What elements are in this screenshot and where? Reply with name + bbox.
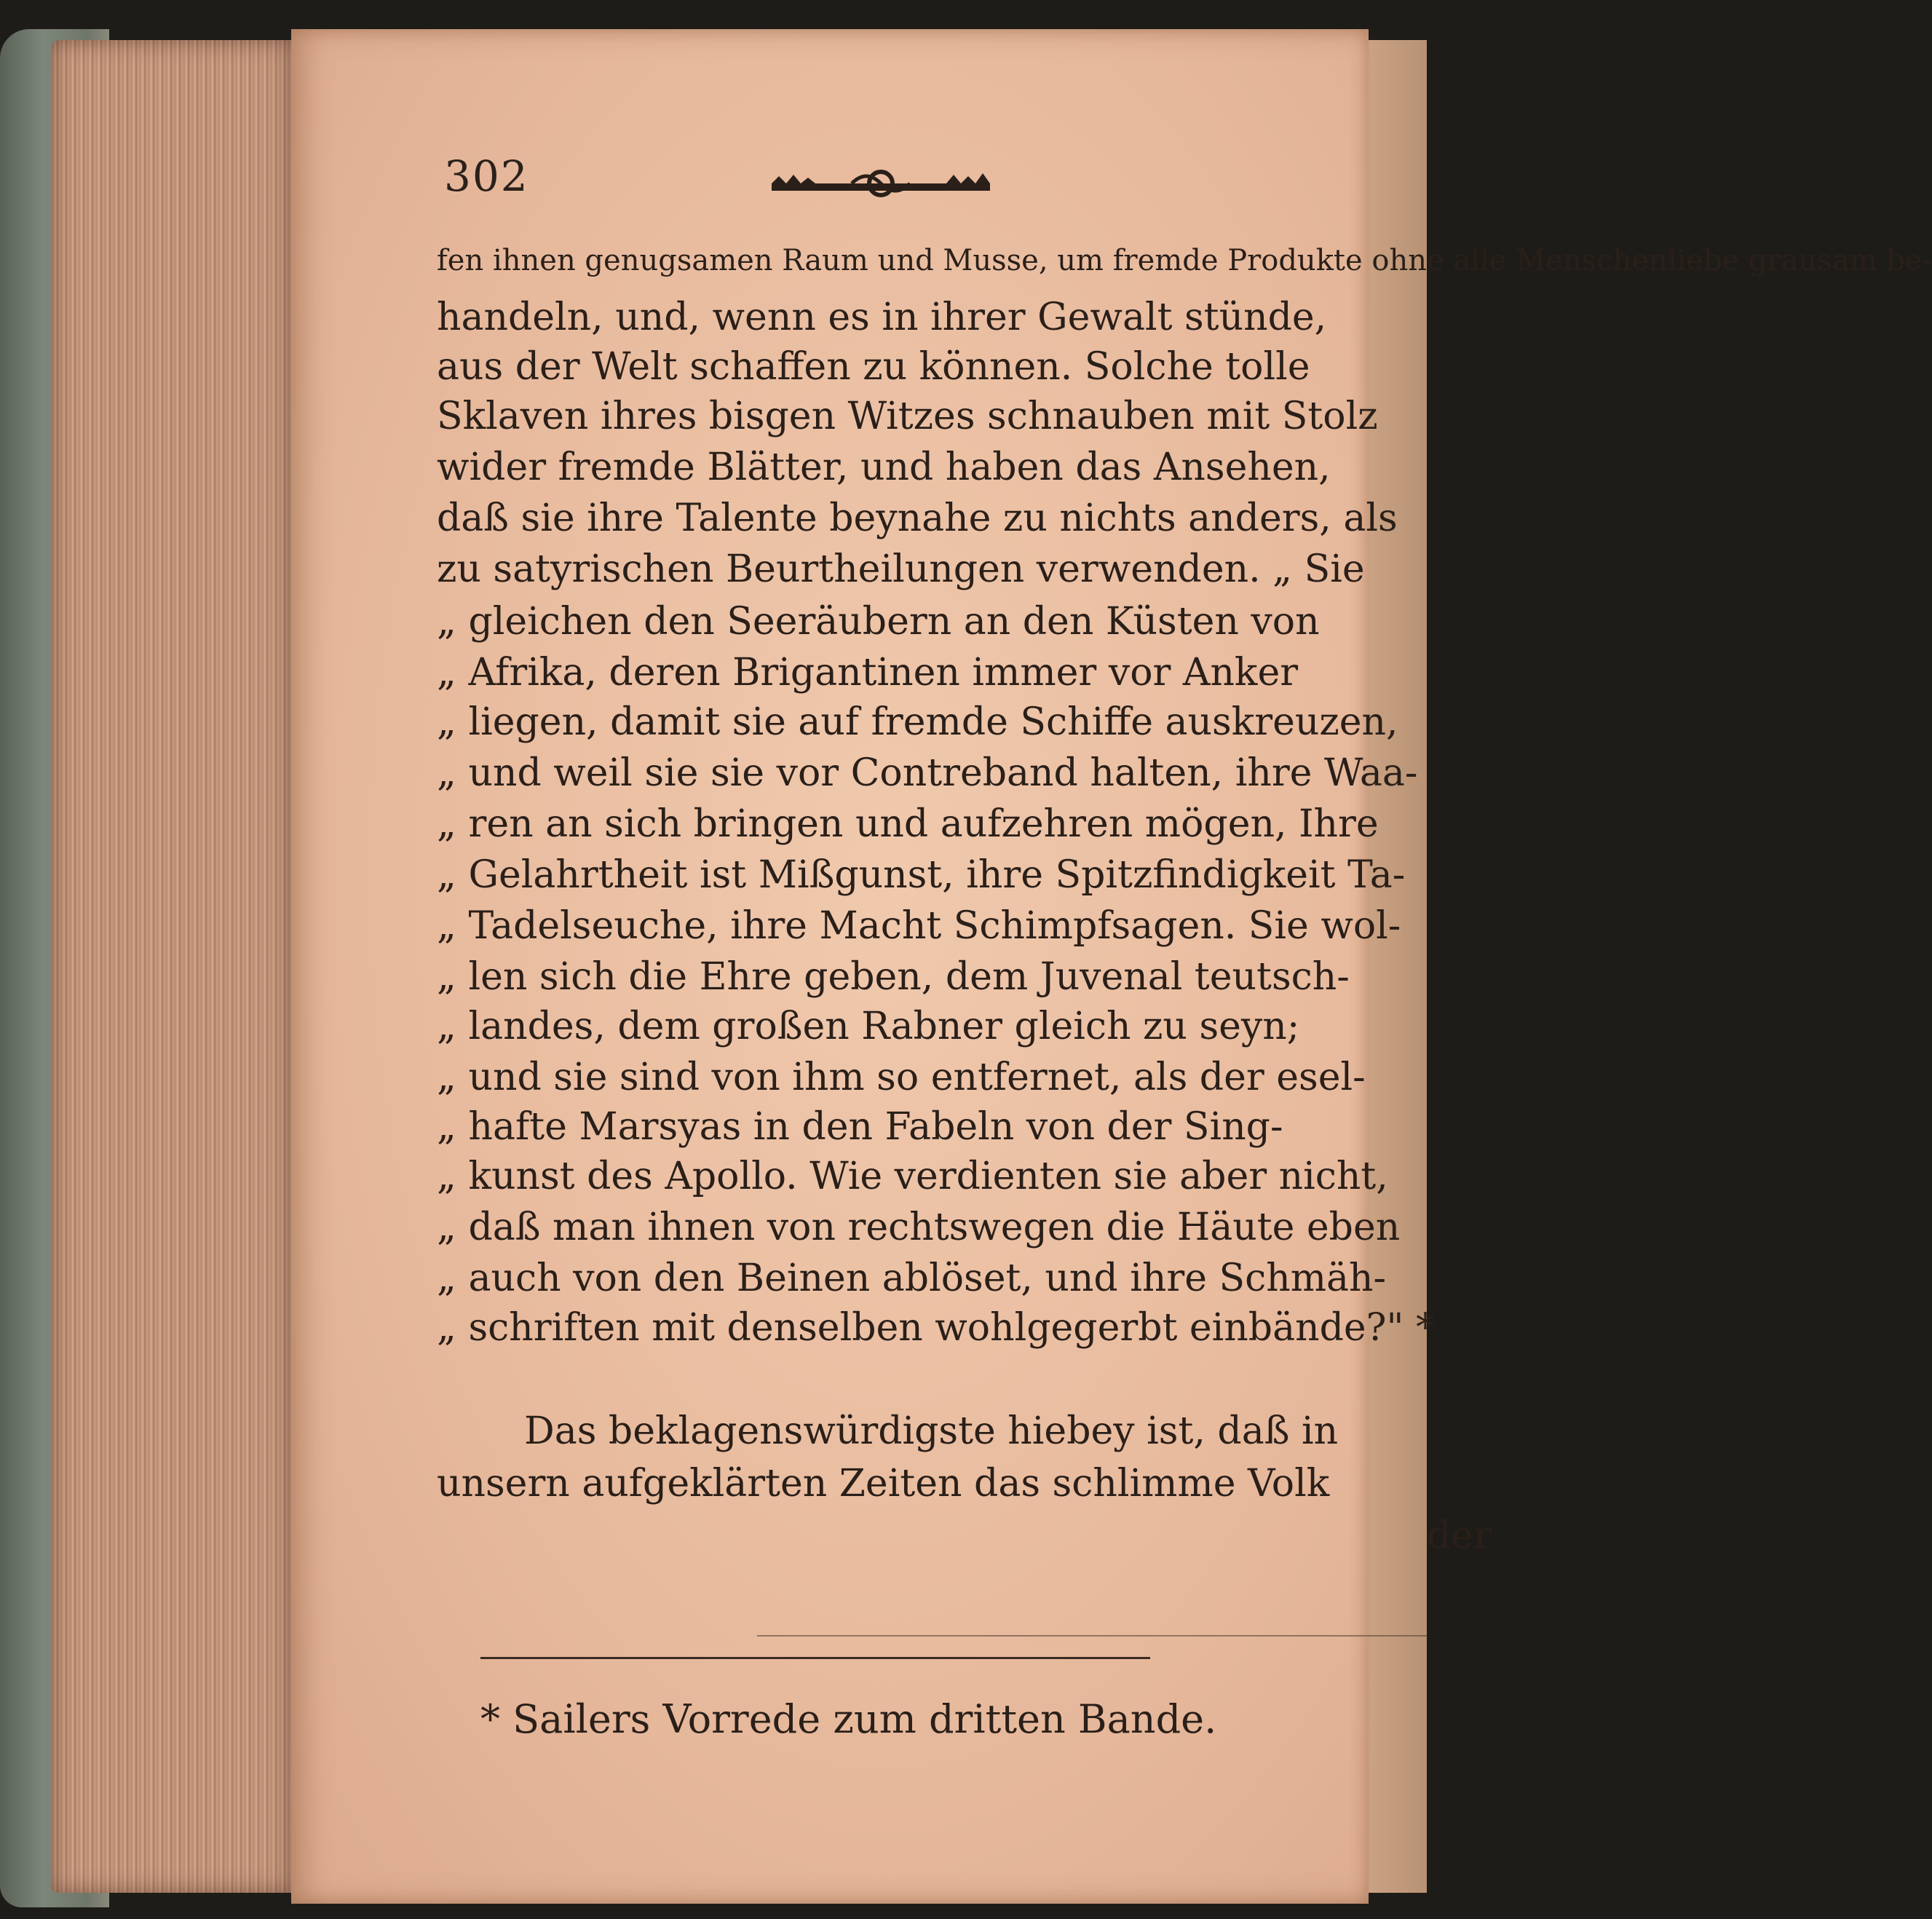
text-line: „ daß man ihnen von rechtswegen die Häute eben (437, 1206, 1401, 1249)
text-line: „ Tadelseuche, ihre Macht Schimpfsagen. Sie wol- (437, 904, 1401, 948)
text-line: „ gleichen den Seeräubern an den Küsten von (437, 600, 1320, 644)
text-line: „ kunst des Apollo. Wie verdienten sie aber nicht, (437, 1155, 1388, 1198)
text-line: „ Gelahrtheit ist Mißgunst, ihre Spitzfindigkeit Ta- (437, 853, 1406, 897)
text-line: zu satyrischen Beurtheilungen verwenden. „ Sie (437, 547, 1365, 591)
text-line: fen ihnen genugsamen Raum und Musse, um fremde Produkte ohne alle Menschenliebe grausam be- (437, 244, 1932, 277)
text-line: wider fremde Blätter, und haben das Ansehen, (437, 446, 1331, 489)
footnote: * Sailers Vorrede zum dritten Bande. (480, 1696, 1217, 1742)
footnote-rule (480, 1657, 1150, 1659)
text-line: „ schriften mit denselben wohlgegerbt einbände?" * (437, 1306, 1435, 1350)
text-line: daß sie ihre Talente beynahe zu nichts anders, als (437, 496, 1398, 540)
text-line: „ und sie sind von ihm so entfernet, als der esel- (437, 1056, 1366, 1099)
text-line: „ landes, dem großen Rabner gleich zu seyn; (437, 1005, 1300, 1048)
text-line: „ ren an sich bringen und aufzehren mögen, Ihre (437, 802, 1379, 846)
text-line: aus der Welt schaffen zu können. Solche tolle (437, 345, 1310, 389)
text-line: „ Afrika, deren Brigantinen immer vor Anker (437, 651, 1299, 695)
text-line: Sklaven ihres bisgen Witzes schnauben mit Stolz (437, 395, 1378, 438)
text-line: unsern aufgeklärten Zeiten das schlimme Volk (437, 1462, 1330, 1505)
text-line: der (1427, 1514, 1492, 1558)
book-page (291, 29, 1932, 1904)
text-line: „ und weil sie sie vor Contreband halten, ihre Waa- (437, 751, 1418, 795)
header-ornament-icon (772, 165, 990, 201)
text-line: „ liegen, damit sie auf fremde Schiffe auskreuzen, (437, 700, 1398, 744)
text-line: „ auch von den Beinen ablöset, und ihre Schmäh- (437, 1257, 1387, 1300)
page-edges (51, 40, 291, 1893)
footnote-rule-upper (757, 1635, 1427, 1637)
text-line: „ len sich die Ehre geben, dem Juvenal teutsch- (437, 955, 1350, 999)
text-line: handeln, und, wenn es in ihrer Gewalt stünde, (437, 296, 1327, 339)
text-line: „ hafte Marsyas in den Fabeln von der Sing- (437, 1105, 1283, 1149)
text-line: Das beklagenswürdigste hiebey ist, daß in (524, 1409, 1339, 1453)
page-number: 302 (444, 151, 529, 201)
